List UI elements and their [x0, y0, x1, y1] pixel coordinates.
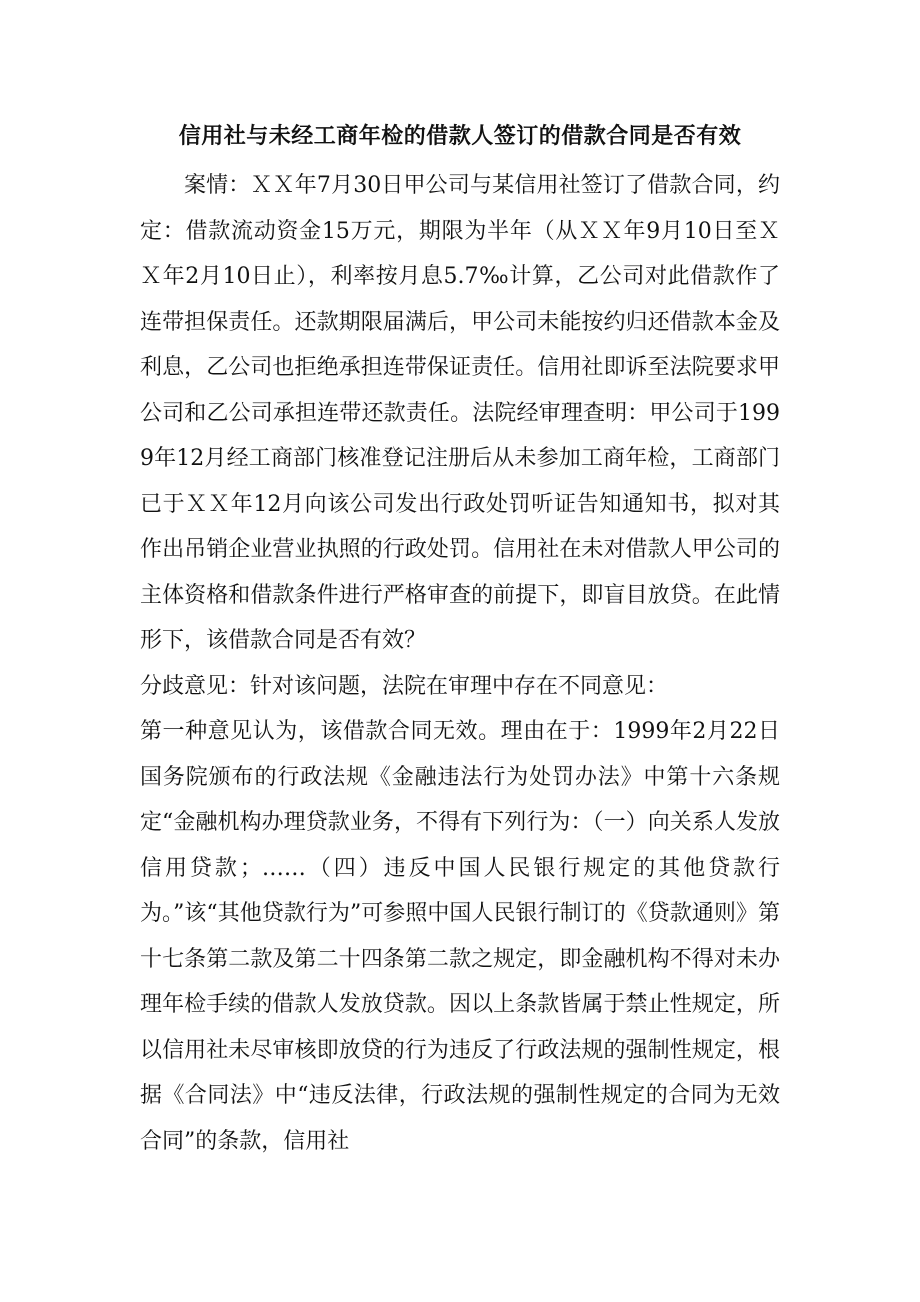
document-body: [140, 163, 780, 1164]
paragraph-first-opinion: 第一种意见认为，该借款合同无效。理由在于：1999年2月22日国务院颁布的行政法规《金融违法行为处罚办法》中第十六条规定“金融机构办理贷款业务，不得有下列行为：（一）向关系人发放信用贷款；……（四）违反中国人民银行规定的其他贷款行为。”该“其他贷款行为”可参照中国人民银行制订的《贷款通则》第十七条第二款及第二十四条第二款之规定，即金融机构不得对未办理年检手续的借款人发放贷款。因以上条款皆属于禁止性规定，所以信用社未尽审核即放贷的行为违反了行政法规的强制性规定，根据《合同法》中“违反法律，行政法规的强制性规定的合同为无效合同”的条款，信用社: [140, 719, 780, 1154]
paragraph-case: 案情：ＸＸ年7月30日甲公司与某信用社签订了借款合同，约定：借款流动资金15万元，期限为半年（从ＸＸ年9月10日至ＸＸ年2月10日止），利率按月息5.7‰计算，乙公司对此借款作了连带担保责任。还款期限届满后，甲公司未能按约归还借款本金及利息，乙公司也拒绝承担连带保证责任。信用社即诉至法院要求甲公司和乙公司承担连带还款责任。法院经审理查明：甲公司于1999年12月经工商部门核准登记注册后从未参加工商年检，工商部门已于ＸＸ年12月向该公司发出行政处罚听证告知通知书，拟对其作出吊销企业营业执照的行政处罚。信用社在未对借款人甲公司的主体资格和借款条件进行严格审查的前提下，即盲目放贷。在此情形下，该借款合同是否有效？: [140, 173, 780, 653]
paragraph-dispute: 分歧意见：针对该问题，法院在审理中存在不同意见：: [140, 673, 669, 699]
document-title: 信用社与未经工商年检的借款人签订的借款合同是否有效: [178, 123, 742, 149]
